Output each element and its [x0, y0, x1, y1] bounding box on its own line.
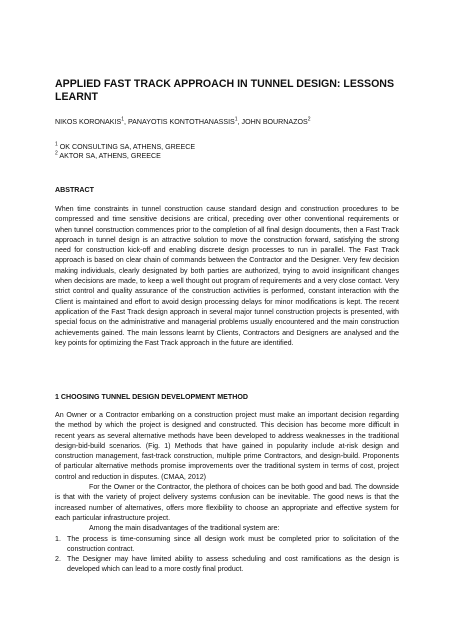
- list-text: The process is time-consuming since all design work must be completed prior to solicitation of the construction contract.: [67, 534, 399, 553]
- affiliation-item: [55, 152, 415, 161]
- author-line: [55, 118, 415, 127]
- body-paragraph: Among the main disadvantages of the traditional system are:: [89, 524, 280, 533]
- list-item: [55, 554, 399, 575]
- list-number: 1.: [55, 534, 61, 543]
- body-paragraph: For the Owner or the Contractor, the plethora of choices can be both good and bad. The downside is that with the variety of project delivery systems confusion can be inevitable. The good news is that the increased number of alternatives, offers more flexibility to choose an appropriate and effective system for each particular infrastructure project.: [55, 483, 399, 522]
- author-name: JOHN BOURNAZOS: [241, 118, 308, 126]
- section-body: [55, 410, 399, 575]
- affiliation-mark: 2: [55, 150, 58, 157]
- author-affiliation-mark: 1: [234, 116, 238, 123]
- abstract-heading: ABSTRACT: [55, 186, 95, 194]
- paper-title: APPLIED FAST TRACK APPROACH IN TUNNEL DESIGN: LESSONS LEARNT: [55, 78, 395, 103]
- author-name: NIKOS KORONAKIS: [55, 118, 122, 126]
- disadvantages-list: [55, 534, 399, 575]
- author-separator: ,: [124, 118, 128, 126]
- list-number: 2.: [55, 555, 61, 564]
- affiliation-mark: 1: [55, 141, 58, 148]
- section-heading: 1 CHOOSING TUNNEL DESIGN DEVELOPMENT METHOD: [55, 393, 248, 401]
- affiliation-item: [55, 143, 415, 152]
- list-text: The Designer may have limited ability to assess scheduling and cost ramifications as the design is developed which can lead to a more costly final product.: [67, 555, 399, 574]
- affiliation-text: AKTOR SA, ATHENS, GREECE: [57, 152, 161, 160]
- body-paragraph: An Owner or a Contractor embarking on a construction project must make an important decision regarding the method by which the project is designed and constructed. This decision has become more difficult in recent years as several alternative methods have been developed to address weaknesses in the traditional design-bid-build scenarios. (Fig. 1) Methods that have gained in popularity include at-risk design and construction management, fast-track construction, multiple prime Contractors, and design-build. Proponents of particular alternative methods promise improvements over the traditional system in terms of cost, project control and reduction in disputes. (CMAA, 2012): [55, 411, 399, 481]
- author-separator: ,: [237, 118, 242, 126]
- list-item: [55, 534, 399, 555]
- author-name: PANAYOTIS KONTOTHANASSIS: [127, 118, 235, 126]
- affiliation-text: OK CONSULTING SA, ATHENS, GREECE: [57, 143, 196, 151]
- affiliations: [55, 143, 415, 161]
- author-affiliation-mark: 1: [121, 116, 125, 123]
- author-affiliation-mark: 2: [307, 116, 311, 123]
- abstract-text: When time constraints in tunnel construction cause standard design and construction procedures to be compressed and time sensitive decisions are critical, preceding over other conventional requirements or when tunnel construction commences prior to the completion of all final design documents, then a Fast Track approach in tunnel design is an attractive solution to move the construction forward, satisfying the strong need for construction kick-off and enabling discrete design processes to run in parallel. The Fast Track approach is based on clear chain of commands between the Contractor and the Designer. Very few decision making individuals, clearly designated by both parties are authorized, trying to avoid insignificant changes when decisions are made, to keep a well thought out program of requirements and a very close contact. Very strict control and quality assurance of the construction activities is performed, constant interaction with the Client is maintained and effort to avoid design processing delays for minor modifications is kept. The recent application of the Fast Track design approach in several major tunnel construction projects is presented, with special focus on the administrative and managerial problems usually encountered and the main construction achievements gained. The main lessons learnt by Clients, Contractors and Designers are analysed and the key points for optimizing the Fast Track approach in the future are identified.: [55, 205, 399, 347]
